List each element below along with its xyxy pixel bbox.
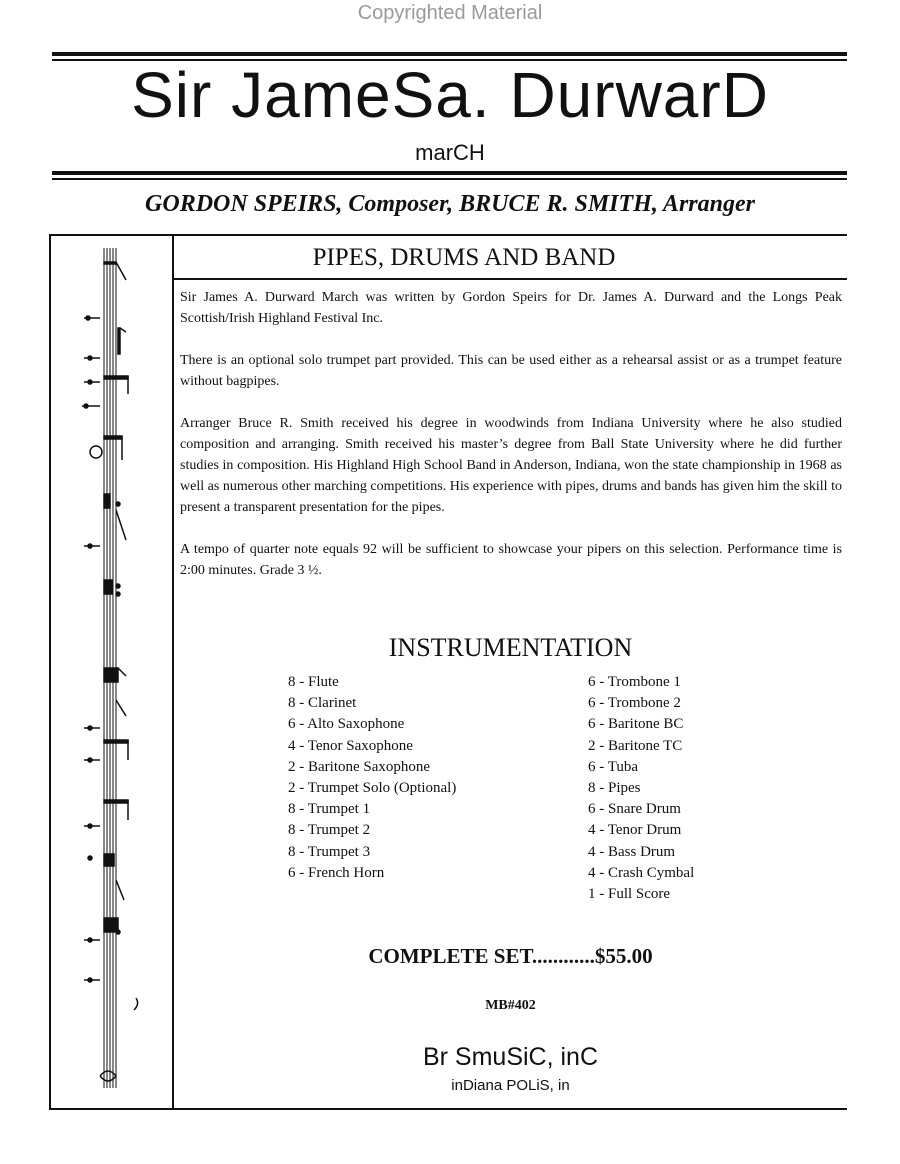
frame-divider xyxy=(172,234,174,1110)
list-item: 2 - Trumpet Solo (Optional) xyxy=(288,780,457,797)
list-item: 6 - Trombone 1 xyxy=(588,674,681,690)
composer-arranger-credits: GORDON SPEIRS, Composer, BRUCE R. SMITH, Arranger xyxy=(145,191,755,217)
description-text xyxy=(180,287,842,602)
list-item: 8 - Trumpet 2 xyxy=(288,822,371,839)
instrumentation-list-right xyxy=(588,672,694,905)
paragraph-trumpet-part: There is an optional solo trumpet part provided. This can be used either as a rehearsal assist or as a trumpet feature without bagpipes. xyxy=(180,353,842,389)
list-item: 8 - Trumpet 3 xyxy=(288,843,371,860)
list-item: 6 - Alto Saxophone xyxy=(288,716,405,733)
copyright-watermark: Copyrighted Material xyxy=(357,2,543,24)
section-title: PIPES, DRUMS AND BAND xyxy=(312,244,616,271)
list-item: 4 - Tenor Drum xyxy=(588,822,682,839)
score-title: Sir JameSa. DurwarD xyxy=(131,59,769,131)
list-item: 4 - Tenor Saxophone xyxy=(288,737,413,754)
list-item: 8 - Trumpet 1 xyxy=(288,801,371,818)
paragraph-tempo: A tempo of quarter note equals 92 will be sufficient to showcase your pipers on this selection. Performance time is 2:00 minutes. Grade 3 ½. xyxy=(180,542,842,578)
score-subtitle: marCH xyxy=(415,140,485,165)
vertical-staff-illustration xyxy=(60,240,170,1100)
list-item: 4 - Crash Cymbal xyxy=(588,864,695,881)
paragraph-arranger-bio: Arranger Bruce R. Smith received his degree in woodwinds from Indiana University where he also studied composition and arranging. Smith received his master’s degree from Ball State University where he did further studies in composition. His Highland High School Band in Anderson, Indiana, won the state championship in 1968 as well as numerous other marching competitions. His experience with pipes, drums and bands has given him the skill to present a transparent presentation for the pipes. xyxy=(180,416,842,515)
list-item: 4 - Bass Drum xyxy=(588,843,676,860)
list-item: 6 - Snare Drum xyxy=(588,801,681,818)
list-item: 6 - Baritone BC xyxy=(588,716,684,733)
catalog-number: MB#402 xyxy=(485,998,536,1013)
instrumentation-list-left xyxy=(288,672,456,884)
list-item: 1 - Full Score xyxy=(588,886,671,903)
complete-set-price: COMPLETE SET............$55.00 xyxy=(368,944,653,968)
list-item: 6 - French Horn xyxy=(288,864,385,881)
section-rule xyxy=(174,278,847,280)
mid-rule-thin xyxy=(52,178,847,180)
paragraph-dedication: Sir James A. Durward March was written by Gordon Speirs for Dr. James A. Durward and the Longs Peak Scottish/Irish Highland Festival Inc. xyxy=(180,290,842,326)
list-item: 6 - Tuba xyxy=(588,758,639,775)
publisher-name: Br SmuSiC, inC xyxy=(422,1043,599,1071)
publisher-location: inDiana POLiS, in xyxy=(451,1077,570,1094)
top-rule-thick xyxy=(52,52,847,56)
list-item: 2 - Baritone Saxophone xyxy=(288,758,431,775)
list-item: 8 - Clarinet xyxy=(288,695,357,712)
list-item: 8 - Flute xyxy=(288,674,339,690)
instrumentation-title: INSTRUMENTATION xyxy=(388,633,633,662)
list-item: 6 - Trombone 2 xyxy=(588,695,681,712)
list-item: 2 - Baritone TC xyxy=(588,737,683,754)
mid-rule-thick xyxy=(52,171,847,175)
list-item: 8 - Pipes xyxy=(588,780,641,797)
